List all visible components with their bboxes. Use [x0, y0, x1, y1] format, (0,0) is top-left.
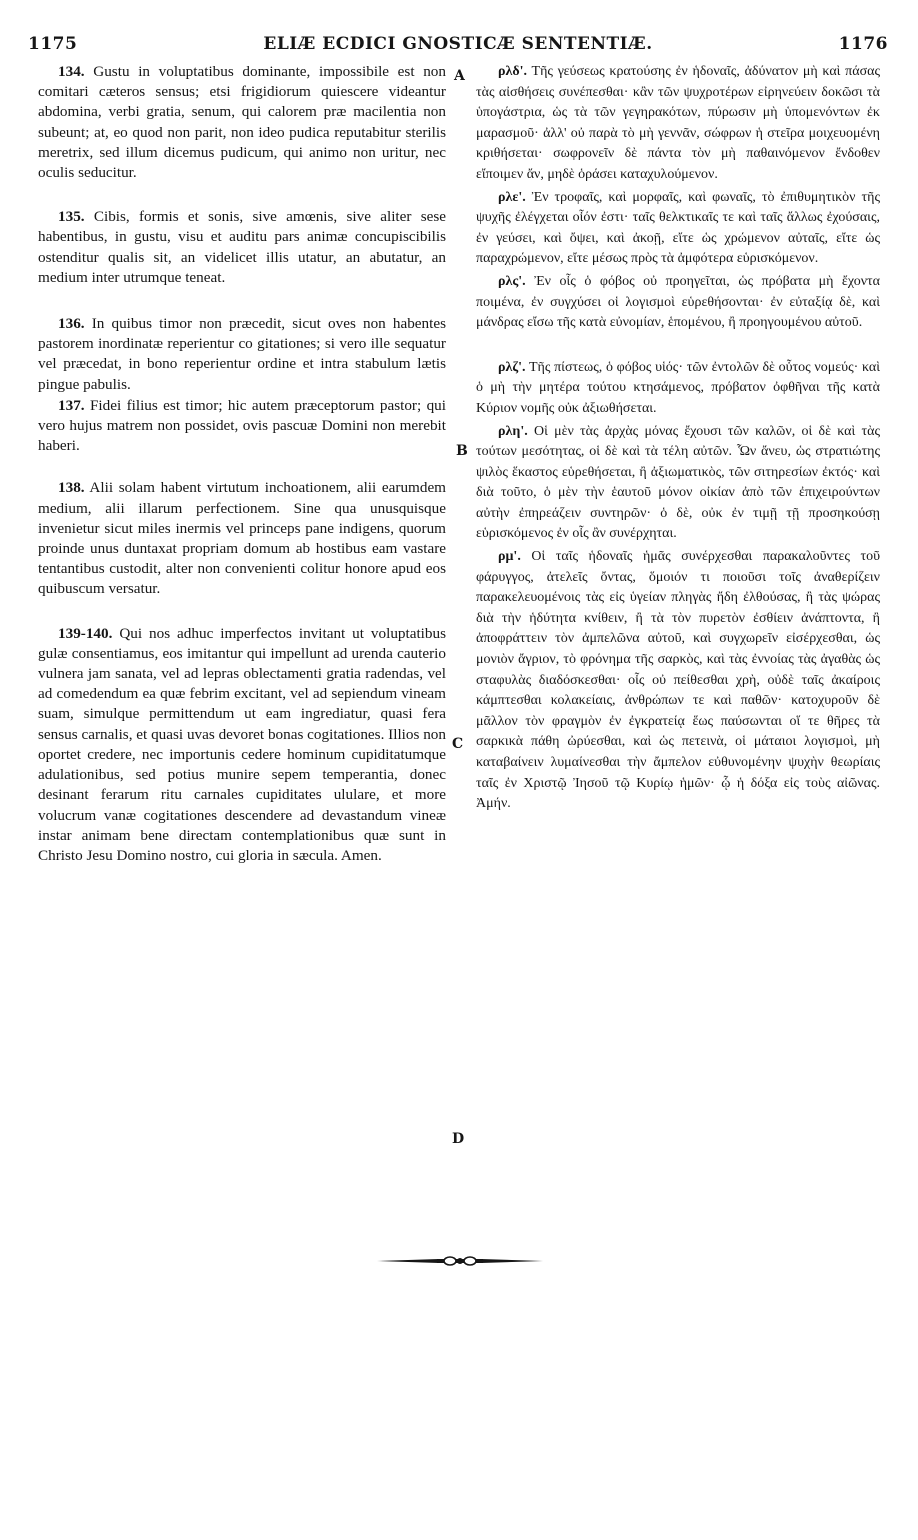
greek-column: [476, 62, 880, 815]
sentence-text: Ἐν οἷς ὁ φόβος οὐ προηγεῖται, ὡς πρόβατα μὴ ἔχοντα ποιμένα, ἐν συγχύσει οἱ λογισμοὶ εὑρεθήσονται· ἐν εὐταξίᾳ δὲ, καὶ μάνδρας εἴσω τῆς κατὰ εὐνομίαν, ἑπομένου, ἢ προηγουμένου αὐτοῦ.: [476, 273, 881, 331]
running-title: ELIÆ ECDICI GNOSTICÆ SENTENTIÆ.: [263, 34, 653, 54]
sentence-text: Qui nos adhuc imperfectos invitant ut voluptatibus gulæ consentiamus, eos imitantur qui impellunt ad urenda cauterio vulnera jam sanata, vel ad lepras oblectamenti gratia radendas, vel ad comedendum ea quæ febrim excitant, vel ad sepiendum vineam suam, simulque permittendum ut eam ingrediatur, quasi fera sensus carnalis, et quasi uvas devoret bonas cogitationes. Illios non oportet credere, nec importunis cedere hominum cupiditatumque adulationibus, sed potius munire sepem temperantia, donec desinant ferarum ritu carnales cupiditates ululare, et more volucrum vanæ cogitationes descendere ad devastandum vineæ instar animam bene directam contemplationibus quæ sunt in Christo Jesu Domino nostro, cui gloria in sæcula. Amen.: [38, 624, 446, 864]
sentence-number: 135.: [58, 208, 85, 226]
sentence-number: 139-140.: [58, 624, 113, 642]
sentence-number: ρμ'.: [498, 549, 521, 565]
margin-letter-c: C: [452, 736, 464, 752]
greek-sentence-137: [476, 358, 880, 420]
sentence-number: 136.: [58, 315, 85, 333]
sentence-text: Οἱ μὲν τὰς ἀρχὰς μόνας ἔχουσι τῶν καλῶν, οἱ δὲ καὶ τὰς τούτων μεσότητας, οἱ δὲ καὶ τὰ τέλη αὐτῶν. Ὧν ἄνευ, ὡς στρατιώτης ψιλὸς ἕκαστος εὑρεθήσεται, ἢ ἀξιωματικὸς, τῶν σιτηρεσίων ἐκτός· καὶ διὰ τοῦτο, ὁ μὲν τὴν ἑαυτοῦ μόνον οἰκίαν ἀπὸ τῶν ἐπιχειρούντων αὐτὴν ἐπηρεάζειν συντηρῶν· ὁ δὲ, οὐκ ἐν τιμῇ τῇ προσηκούσῃ εὑρισκόμενος ἐν οἷς ἂν συνέρχηται.: [476, 423, 880, 542]
greek-sentence-140: [476, 547, 880, 815]
sentence-text: Οἱ ταῖς ἡδοναῖς ἡμᾶς συνέρχεσθαι παρακαλοῦντες τοῦ φάρυγγος, ἀτελεῖς ὄντας, ὅμοιόν τι ποιοῦσι τοῖς ἀναθερίζειν παρακελευομένοις τὰς εἰς ὑγείαν πληγὰς ἤδη ἐλθούσας, ἢ τὰς ψώρας διὰ τὴν ἡδύτητα κνίθειν, ἢ τὰ τὸν πυρετὸν ἐσθίειν ἀνάπτοντα, ἢ ἀποφράττειν τὸν ἀμπελῶνα αὐτοῦ, καὶ συγχωρεῖν εἰσέρχεσθαι, ὡς μονιὸν ἄγριον, τὸ φρόνημα τῆς σαρκὸς, καὶ τὰς ἐννοίας τὰς ἀγαθὰς ὡς σταφυλὰς διαδόσκεσθαι· οἷς οὐ πείθεσθαι χρὴ, οὐδὲ ταῖς ἀκαίροις κάμπτεσθαι κολακείαις, ἀνθρώπων τε καὶ παθῶν· κατοχυροῦν δὲ μᾶλλον τὸν φραγμὸν ἐν ἐγκρατείᾳ ἕως παύσωνται οἵ τε θῆρες τὰ σαρκικὰ πάθη ὠρύεσθαι, καὶ ὡς πετεινὰ, οἱ μάταιοι λογισμοὶ, μὴ καταβαίνειν λυμαίνεσθαι τὴν ἄμπελον εὐθυνομένην ψυχὴν θεωρίαις ταῖς ἐν Χριστῷ Ἰησοῦ τῷ Κυρίῳ ἡμῶν· ᾧ ἡ δόξα εἰς τοὺς αἰῶνας. Ἀμήν.: [476, 549, 880, 812]
latin-column: [38, 62, 446, 866]
sentence-text: Fidei filius est timor; hic autem præceptorum pastor; qui vero hujus matrem non possidet, ovis pascuæ Domini non merebit haberi.: [38, 396, 446, 455]
latin-sentence-137: [38, 396, 446, 457]
sentence-number: 138.: [58, 479, 85, 497]
sentence-number: ρλδ'.: [498, 64, 528, 79]
sentence-text: Τῆς πίστεως, ὁ φόβος υἱός· τῶν ἐντολῶν δὲ οὗτος νομεύς· καὶ ὁ μὴ τὴν μητέρα τούτου κτησάμενος, πρόβατον ὀφθῆναι τῆς κατὰ Κύριον νομῆς οὐκ ἀξιωθήσεται.: [476, 359, 881, 416]
margin-letter-a: A: [454, 68, 465, 84]
greek-sentence-134: [476, 62, 880, 186]
sentence-text: Gustu in voluptatibus dominante, impossibile est non comitari cæteros sensus; etsi frigidiorum quiescere videantur abdomina, verbi gratia, senum, qui calorem præ macilentia non subeunt; at, eo quod non parit, non ideo pudica reputabitur sterilis meretrix, sed illum dicemus pudicum, qui animo non uritur, nec oculis seducitur.: [38, 63, 446, 182]
sentence-text: In quibus timor non præcedit, sicut oves non habentes pastorem inordinatæ reperientur co gitationes; si vero ille sequatur vel præcedat, in bono reperientur ordine et intra stabulum lætis pingue pabulis.: [38, 315, 447, 393]
latin-sentence-139-140: [38, 624, 446, 866]
latin-sentence-136: [38, 314, 446, 395]
sentence-text: Τῆς γεύσεως κρατούσης ἐν ἡδοναῖς, ἀδύνατον μὴ καὶ πάσας τὰς αἰσθήσεις συνέπεσθαι· κἂν τῶν ψυχροτέρων εἰρηνεύειν δοκῶσι τὰ ὑπογάστρια, ὡς τὰ τῶν γεγηρακότων, πύρωσιν μὴ ὑπομενόντων ἐκ μαρασμοῦ· ἀλλ' οὐ παρὰ τὸ μὴ γεννᾶν, σώφρων ἡ στεῖρα μοιχευομένη κριθήσεται· σωφρονεῖν δὲ πάντα τὸν μὴ παθαινόμενον ἔνδοθεν εἴποιμεν ἄν, μηδὲ ὁράσει καταχυλούμενον.: [476, 64, 880, 182]
sentence-number: ρλς'.: [498, 273, 526, 289]
sentence-text: Cibis, formis et sonis, sive amœnis, sive aliter sese habentibus, in gustu, visu et auditu pars animæ concupiscibilis ostenditur qualis sit, an videlicet illis utatur, an abutatur, an medium inter utrumque teneat.: [38, 208, 447, 286]
greek-sentence-138: [476, 422, 880, 546]
end-ornament: [377, 1254, 543, 1268]
sentence-number: ρλζ'.: [498, 359, 526, 375]
margin-letter-b: B: [456, 443, 468, 459]
column-number-left: 1175: [28, 34, 78, 54]
latin-sentence-138: [38, 478, 446, 599]
column-number-right: 1176: [838, 34, 888, 54]
sentence-text: Alii solam habent virtutum inchoationem, alii earumdem medium, alii illarum perfectionem. Sine qua unusquisque invenietur sicut miles inermis vel princeps pane indigens, quorum proinde unus duntaxat propriam domum ab hostibus eam vastare tentantibus custodit, alter non convenienti colitur honore apud eos quibuscum versatur.: [38, 479, 446, 598]
margin-letter-d: D: [452, 1131, 465, 1147]
running-header: [28, 34, 888, 60]
sentence-text: Ἐν τροφαῖς, καὶ μορφαῖς, καὶ φωναῖς, τὸ ἐπιθυμητικὸν τῆς ψυχῆς ἐλέγχεται οἷόν ἐστι· ταῖς θελκτικαῖς τε καὶ ταῖς ἄλλως ἐχούσαις, ἐν γεύσει, καὶ ὄψει, καὶ ἀκοῇ, εἴτε ὡς χρώμενον αὐταῖς, εἴτε ὡς παραχρώμενον, εἴτε μέσως πρὸς τὰ ἀμφότερα εὑρισκόμενον.: [476, 189, 880, 267]
sentence-number: 137.: [58, 396, 85, 414]
latin-sentence-135: [38, 207, 446, 288]
latin-sentence-134: [38, 62, 446, 183]
greek-sentence-135: [476, 188, 880, 270]
sentence-number: ρλε'.: [498, 189, 526, 205]
greek-sentence-136: [476, 272, 880, 334]
sentence-number: 134.: [58, 63, 85, 80]
sentence-number: ρλη'.: [498, 423, 528, 439]
